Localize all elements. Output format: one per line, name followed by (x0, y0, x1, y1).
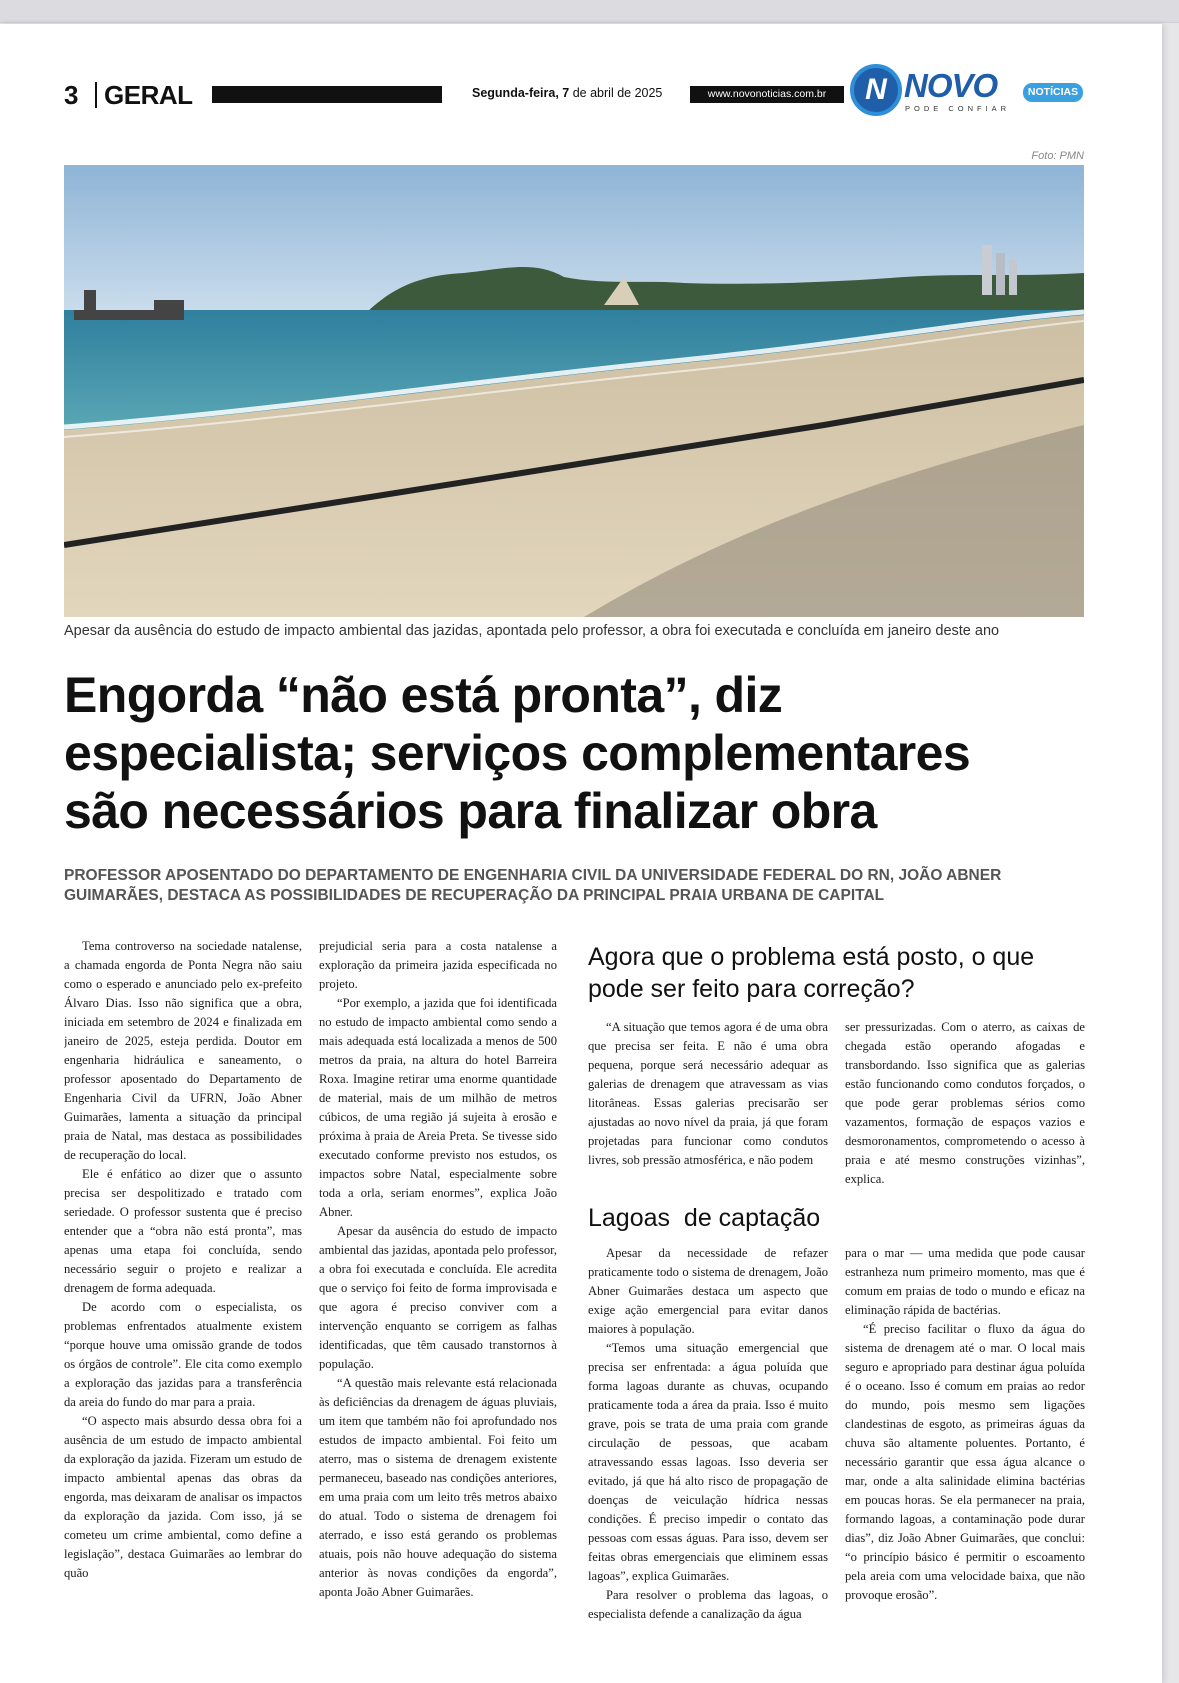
issue-date (472, 86, 662, 100)
subhead-line: GUIMARÃES, DESTACA AS POSSIBILIDADES DE RECUPERAÇÃO DA PRINCIPAL PRAIA URBANA DE CAPITAL (64, 887, 885, 904)
paragraph: Para resolver o problema das lagoas, o especialista defende a canalização da água (588, 1588, 828, 1621)
subtitle-correction: Agora que o problema está posto, o que pode ser feito para correção? (588, 943, 1035, 1003)
beach-photo (64, 165, 1084, 617)
paragraph: “A questão mais relevante está relacionada às deficiências da drenagem de águas pluviais, um item que também não foi aprofundado nos estudos de impacto ambiental. Foi feito um aterro, mas o sistema de drenagem existente permaneceu, baseado nas condições anteriores, em uma praia com um leito três metros abaixo do atual. Todo o sistema de drenagem foi aterrado, e isso está gerando os problemas atuais, pois não houve adequação do sistema anterior às novas condições da engorda”, aponta João Abner Guimarães. (319, 1376, 557, 1599)
issue-date-day: Segunda-feira, 7 (472, 86, 570, 100)
paragraph: ser pressurizadas. Com o aterro, as caixas de chegada estão operando afogadas e transbordando. Isso significa que as galerias estão funcionando como condutos forçados, o que pode gerar problemas sérios como vazamentos, formação de espaços vazios e desmoronamentos, comprometendo o acesso à praia e até mesmo construções vizinhas”, explica. (845, 1020, 1085, 1186)
headline-line: são necessários para finalizar obra (64, 783, 877, 839)
header-black-bar (212, 86, 442, 103)
paragraph: “O aspecto mais absurdo dessa obra foi a ausência de um estudo de impacto ambiental da exploração da jazida. Fizeram um estudo de impacto ambiental apenas das obras da engorda, mas deixaram de analisar os impactos da exploração da jazida. Com isso, já se cometeu um crime ambiental, como define a legislação”, destaca Guimarães ao lembrar do quão (64, 1414, 302, 1580)
article-column-5 (588, 1244, 828, 1644)
paragraph: prejudicial seria para a costa natalense a exploração da primeira jazida especificada no projeto. (319, 939, 557, 991)
paragraph: “A situação que temos agora é de uma obra que precisa ser feita. E não é uma obra pequena, porque será necessário adequar as galerias de drenagem que atravessam as vias litorâneas. Essas galerias precisarão ser ajustadas ao novo nível da praia, já que foram projetadas para funcionar como condutos livres, sob pressão atmosférica, e não podem (588, 1020, 828, 1167)
section-title: GERAL (104, 80, 193, 110)
paragraph: “É preciso facilitar o fluxo da água do sistema de drenagem até o mar. O local mais seguro e apropriado para destinar água poluída é o oceano. Isso é comum em praias ao redor do mundo, pois mesmo sem ligações clandestinas de esgoto, as primeiras águas da chuva são altamente poluentes. Portanto, é necessário garantir que essa água alcance o mar, onde a alta salinidade elimina bactérias em poucas horas. Se ela permanecer na praia, formando lagoas, a contaminação pode durar dias”, diz João Abner Guimarães, que conclui: “o princípio básico é permitir o escoamento pela areia com uma velocidade baixa, que não provoque erosão”. (845, 1322, 1085, 1602)
newspaper-page (0, 24, 1162, 1683)
paragraph: para o mar — uma medida que pode causar estranheza num primeiro momento, mas que é comum em praias de todo o mundo e eficaz na eliminação rápida de bactérias. (845, 1246, 1085, 1317)
paragraph: De acordo com o especialista, os problemas enfrentados atualmente existem “porque houve uma omissão grande de todos os órgãos de controle”. Ele cita como exemplo a exploração das jazidas para a transferência da areia do fundo do mar para a praia. (64, 1300, 302, 1409)
article-column-2 (319, 937, 557, 1642)
article-column-3 (588, 1018, 828, 1193)
logo-n-icon: N (850, 64, 902, 116)
paragraph: “Temos uma situação emergencial que precisa ser enfrentada: a água poluída que forma lagoas durante as chuvas, ocupando praticamente toda a área da praia. Isso é muito grave, pois se trata de uma praia com grande circulação de pessoas, que acabam atravessando essas lagoas. Isso deveria ser evitado, já que há alto risco de propagação de doenças de veiculação hídrica nessas condições. É preciso impedir o contato das pessoas com essas águas. Para isso, devem ser feitas obras emergenciais que eliminem essas lagoas”, explica Guimarães. (588, 1341, 828, 1583)
paragraph: Apesar da necessidade de refazer praticamente todo o sistema de drenagem, João Abner Guimarães destaca um aspecto que exige ação emergencial para evitar danos maiores à população. (588, 1246, 828, 1336)
article-column-4 (845, 1018, 1085, 1193)
logo-wordmark: NOVO (904, 67, 998, 104)
browser-top-strip (0, 0, 1179, 23)
paragraph: Tema controverso na sociedade natalense, a chamada engorda de Ponta Negra não saiu como o esperado e anunciado pelo ex-prefeito Álvaro Dias. Isso não significa que a obra, iniciada em setembro de 2024 e finalizada em janeiro de 2025, esteja perdida. Doutor em engenharia hidráulica e saneamento, o professor aposentado do Departamento de Engenharia Civil da UFRN, João Abner Guimarães, lamenta a situação da principal praia de Natal, mas destaca as possibilidades de recuperação do local. (64, 939, 302, 1162)
article-subhead (64, 866, 1114, 906)
article-column-1 (64, 937, 302, 1642)
page-number: 3 (64, 80, 79, 110)
beach-photo-illustration (64, 165, 1084, 617)
logo-tagline: PODE CONFIAR (905, 104, 1011, 113)
paragraph: Ele é enfático ao dizer que o assunto precisa ser despolitizado e tratado com seriedade. O professor sustenta que é preciso entender que a “obra não está pronta”, mas apenas uma etapa foi concluída, sendo necessário seguir o projeto e realizar a drenagem de forma adequada. (64, 1167, 302, 1295)
photo-caption: Apesar da ausência do estudo de impacto ambiental das jazidas, apontada pelo professor, a obra foi executada e concluída em janeiro deste ano (64, 623, 1000, 639)
paragraph: “Por exemplo, a jazida que foi identificada no estudo de impacto ambiental como sendo a mais adequada está localizada a menos de 500 metros da praia, na altura do hotel Barreira Roxa. Imagine retirar uma enorme quantidade de material, mais de um milhão de metros cúbicos, de uma região já sujeita à erosão e próxima à praia de Areia Preta. Se tivesse sido executado conforme previsto nos estudos, os impactos sobre Natal, especialmente sobre toda a orla, seriam enormes”, explica João Abner. (319, 996, 557, 1219)
article-column-6 (845, 1244, 1085, 1644)
article-headline (64, 666, 1104, 840)
headline-line: especialista; serviços complementares (64, 725, 971, 781)
paragraph: Apesar da ausência do estudo de impacto ambiental das jazidas, apontada pelo professor, a obra foi executada e concluída. Ele acredita que o serviço foi feito de forma improvisada e que agora é preciso conviver com a intervenção enquanto se corrigem as falhas identificadas, que têm causado transtornos à população. (319, 1224, 557, 1371)
headline-line: Engorda “não está pronta”, diz (64, 667, 783, 723)
header-divider (95, 82, 97, 108)
logo-badge: NOTÍCIAS (1023, 83, 1083, 102)
issue-date-rest: de abril de 2025 (569, 86, 663, 100)
photo-credit: Foto: PMN (1031, 150, 1084, 162)
site-url[interactable]: www.novonoticias.com.br (690, 86, 844, 103)
subhead-line: PROFESSOR APOSENTADO DO DEPARTAMENTO DE ENGENHARIA CIVIL DA UNIVERSIDADE FEDERAL DO RN, JOÃO ABNER (64, 867, 1002, 884)
subtitle-lagoas: Lagoas de captação (588, 1204, 821, 1232)
